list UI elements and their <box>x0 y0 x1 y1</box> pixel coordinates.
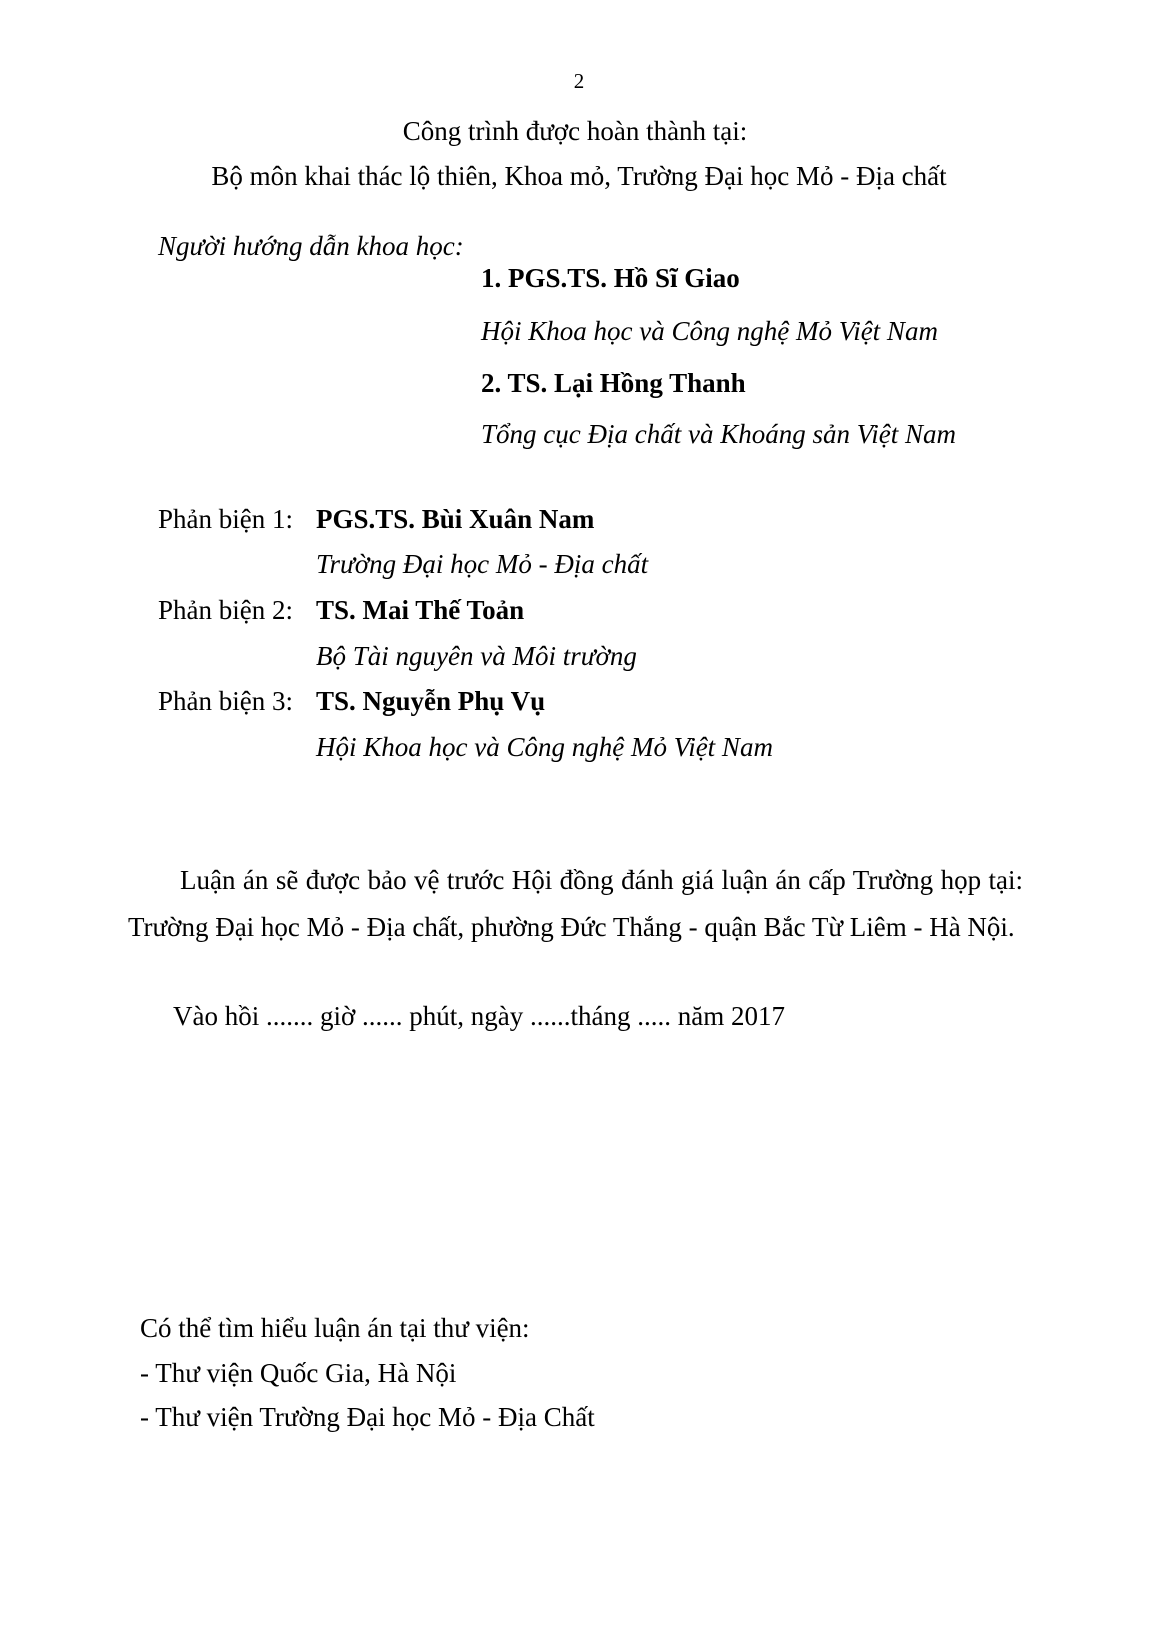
supervisor-2-name: TS. Lại Hồng Thanh <box>507 368 746 398</box>
defense-paragraph-text: Luận án sẽ được bảo vệ trước Hội đồng đánh giá luận án cấp Trường họp tại: Trường Đại học Mỏ - Địa chất, phường Đức Thắng - quận Bắc Từ Liêm - Hà Nội. <box>128 865 1023 942</box>
supervisor-1 <box>481 265 740 292</box>
reviewer-2-label: Phản biện 2: <box>158 595 293 625</box>
defense-time-line: Vào hồi ....... giờ ...... phút, ngày ......tháng ..... năm 2017 <box>173 1001 785 1031</box>
reviewer-3-label: Phản biện 3: <box>158 686 293 716</box>
library-item-2: - Thư viện Trường Đại học Mỏ - Địa Chất <box>140 1402 595 1432</box>
supervisor-1-name: PGS.TS. Hồ Sĩ Giao <box>508 263 740 293</box>
supervisor-1-affiliation: Hội Khoa học và Công nghệ Mỏ Việt Nam <box>481 316 938 346</box>
reviewer-1-affiliation: Trường Đại học Mỏ - Địa chất <box>316 549 649 579</box>
reviewer-3-name: TS. Nguyễn Phụ Vụ <box>316 686 546 716</box>
reviewer-2-affiliation: Bộ Tài nguyên và Môi trường <box>316 641 637 671</box>
reviewer-1-label: Phản biện 1: <box>158 504 293 534</box>
reviewer-3-affiliation: Hội Khoa học và Công nghệ Mỏ Việt Nam <box>316 732 773 762</box>
library-item-1: - Thư viện Quốc Gia, Hà Nội <box>140 1358 457 1388</box>
reviewer-1-name: PGS.TS. Bùi Xuân Nam <box>316 504 595 534</box>
supervisor-2 <box>481 370 746 397</box>
completed-at-heading: Công trình được hoàn thành tại: <box>402 116 748 146</box>
completed-at-place: Bộ môn khai thác lộ thiên, Khoa mỏ, Trường Đại học Mỏ - Địa chất <box>211 161 947 191</box>
library-heading: Có thể tìm hiểu luận án tại thư viện: <box>140 1313 530 1343</box>
defense-paragraph <box>128 857 1023 951</box>
page-number: 2 <box>573 69 585 93</box>
supervisor-2-affiliation: Tổng cục Địa chất và Khoáng sản Việt Nam <box>481 419 956 449</box>
supervisor-2-number: 2. <box>481 368 502 398</box>
reviewer-2-name: TS. Mai Thế Toản <box>316 595 525 625</box>
supervisors-label: Người hướng dẫn khoa học: <box>158 231 464 261</box>
supervisor-1-number: 1. <box>481 263 502 293</box>
